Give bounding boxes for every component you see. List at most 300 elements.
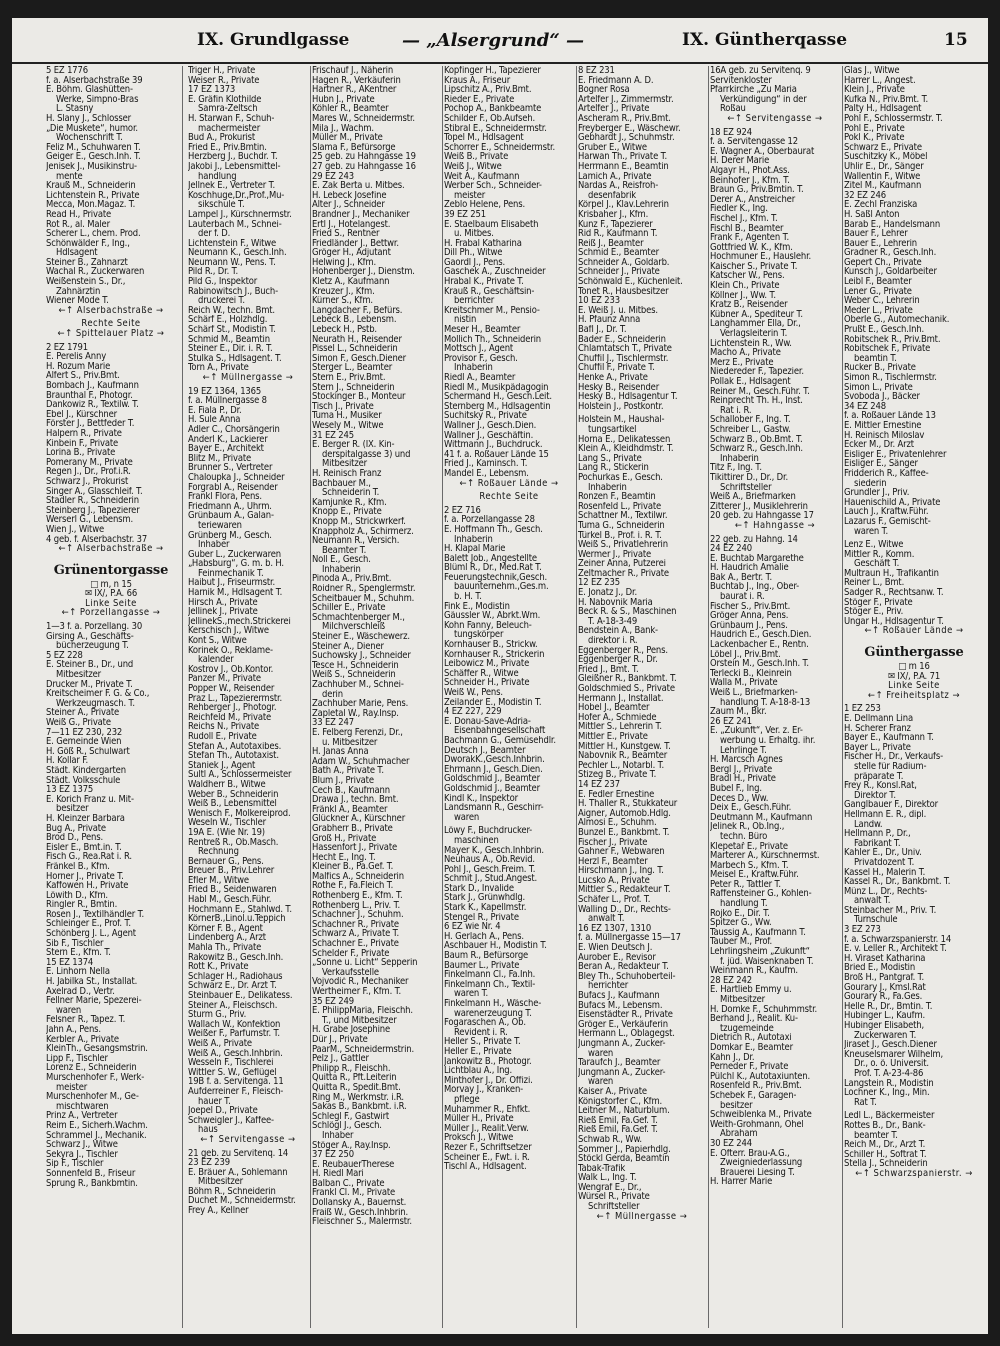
- directory-entry: Schärf E., Holzhdlg.: [188, 315, 268, 326]
- directory-entry: 12 EZ 235: [578, 578, 620, 589]
- directory-entry: Bayer E., Architekt: [188, 444, 264, 454]
- directory-entry: Frank F., Agenten T.: [710, 233, 789, 243]
- directory-entry: teriewaren: [198, 520, 242, 531]
- directory-entry: Herzl F., Beamter: [578, 856, 648, 867]
- directory-entry: Rabinowitsch J., Buch-: [188, 286, 279, 297]
- directory-entry: Lebeck B., Lebensm.: [312, 315, 397, 326]
- directory-entry: Wachal R., Zuckerwaren: [46, 267, 145, 278]
- directory-entry: nistin: [454, 315, 477, 326]
- directory-entry: Kamjunke R., Kfm.: [312, 497, 387, 508]
- directory-entry: Hohenberger J., Dienstm.: [312, 267, 415, 278]
- cross-street-marker: ←↑ Müllnergasse →: [596, 1211, 688, 1222]
- directory-entry: Hassenfort J., Private: [312, 843, 398, 853]
- directory-entry: Pohl F., Schlossermstr. T.: [844, 113, 943, 124]
- directory-entry: Hellmann P., Dr.,: [844, 829, 911, 839]
- directory-entry: Guber L., Zuckerwaren: [188, 549, 281, 560]
- directory-entry: Hobel J., Beamter: [578, 703, 650, 713]
- directory-entry: Kratz B., Reisender: [710, 300, 788, 310]
- directory-entry: Mayer K., Gesch.Inhbrin.: [444, 845, 544, 856]
- directory-entry: Fink E., Modistin: [444, 601, 510, 612]
- directory-entry: E. PhilippMaria, Fleischh.: [312, 1006, 413, 1016]
- directory-entry: Rid R., Kaufmann T.: [578, 229, 658, 239]
- directory-entry: Stefan A., Autotaxibes.: [188, 741, 282, 752]
- directory-entry: Fried J., Bmt. T.: [578, 664, 639, 675]
- directory-entry: Knopp M., Strickwrkerf.: [312, 516, 406, 527]
- directory-entry: Friedmann A., Uhrm.: [188, 501, 272, 512]
- directory-entry: Hubinger L., Kaufm.: [844, 1011, 926, 1021]
- directory-entry: Turnschule: [854, 915, 898, 926]
- directory-entry: 18 EZ 924: [710, 127, 752, 138]
- directory-entry: Lackenbacher E., Rentn.: [710, 640, 809, 650]
- directory-entry: berrichter: [454, 296, 495, 306]
- directory-entry: Weiß A., Private: [188, 1038, 252, 1049]
- directory-entry: Rakowitz B., Gesch.Inh.: [188, 952, 284, 963]
- directory-entry: Kinbein F., Private: [46, 438, 119, 449]
- directory-entry: Walla M., Private: [710, 678, 778, 688]
- directory-entry: Mittler H., Kunstgew. T.: [578, 741, 671, 752]
- directory-entry: Kreitschmer M., Pensio-: [444, 305, 540, 316]
- directory-entry: Drawa J., techn. Bmt.: [312, 795, 399, 805]
- directory-entry: Meisel E., Kraftw.Führ.: [710, 870, 799, 880]
- directory-entry: Wermer J., Private: [578, 549, 652, 560]
- directory-entry: handlung T.: [720, 899, 768, 909]
- directory-entry: Riedl A., Beamter: [444, 373, 516, 383]
- directory-entry: Haibut J., Friseurmstr.: [188, 578, 276, 589]
- directory-entry: Harwan Th., Private T.: [578, 152, 668, 162]
- directory-entry: H. Sule Anna: [188, 415, 241, 425]
- directory-entry: Mittler E., Private: [578, 731, 648, 742]
- directory-entry: Stark J., Grünwhdlg.: [444, 893, 526, 904]
- directory-entry: Weißer F., Parfumstr. T.: [188, 1029, 280, 1039]
- directory-entry: Mitbesitzer: [56, 670, 101, 680]
- directory-entry: Riedl M., Musikpädagogin: [444, 382, 549, 393]
- directory-entry: Fraiß W., Gesch.Inhbrin.: [312, 1207, 408, 1218]
- directory-entry: Pohl J., Gesch.Freim. T.: [444, 864, 536, 875]
- directory-entry: Blüml R., Dr., Med.Rat T.: [444, 563, 542, 573]
- directory-entry: Hagen R., Verkäuferin: [312, 75, 401, 86]
- directory-entry: beamter T.: [854, 1130, 898, 1141]
- column-3: [312, 66, 440, 1328]
- directory-entry: Pechler L., Notarbl. T.: [578, 760, 665, 771]
- directory-entry: Lener G., Private: [844, 286, 912, 297]
- directory-entry: Kletz A., Kaufmann: [312, 277, 390, 287]
- directory-entry: Bunzel E., Bankbmt. T.: [578, 827, 670, 838]
- directory-entry: E. Gräfin Klothilde: [188, 94, 262, 105]
- directory-entry: Scheitbauer M., Schuhm.: [312, 593, 415, 604]
- directory-entry: Stockinger B., Monteur: [312, 392, 406, 402]
- directory-entry: Rot R., al. Maler: [46, 219, 110, 230]
- directory-entry: Langhammer Ella, Dr.,: [710, 319, 801, 330]
- directory-entry: 5 EZ 1776: [46, 66, 88, 76]
- directory-entry: Schwarz E., Dr. Arzt T.: [188, 981, 277, 991]
- header-rule: [12, 62, 988, 64]
- directory-entry: Mitbesitzer: [198, 1177, 243, 1187]
- page-header: [12, 28, 988, 60]
- directory-entry: Beck R. & S., Maschinen: [578, 607, 677, 617]
- directory-entry: Chuffil J., Tischlermstr.: [578, 353, 669, 364]
- directory-entry: Mitbesitzer: [720, 995, 765, 1005]
- directory-entry: Bauer F., Lehrer: [844, 229, 908, 239]
- directory-entry: 32 EZ 246: [844, 190, 886, 201]
- directory-entry: Revident i. R.: [454, 1027, 508, 1038]
- cross-street-marker: ←↑ Porzellangasse →: [61, 608, 161, 619]
- directory-entry: Grundler J., Priv.: [844, 488, 910, 498]
- directory-entry: Ledl L., Bäckermeister: [844, 1111, 935, 1121]
- directory-entry: Bogner Rosa: [578, 85, 630, 95]
- directory-entry: Wien J., Witwe: [46, 524, 104, 535]
- directory-entry: Harnik M., Hdlsagent T.: [188, 588, 283, 598]
- directory-entry: Pülchl K., Autotaxiunten.: [710, 1071, 811, 1082]
- directory-entry: Werserl G., Lebensm.: [46, 515, 133, 525]
- directory-entry: Zaum M., Bkr.: [710, 707, 767, 717]
- directory-entry: Schachner R., Private: [312, 919, 399, 930]
- directory-entry: Schleinger E., Prof. T.: [46, 919, 131, 930]
- directory-entry: Sprung R., Bankbmtin.: [46, 1178, 138, 1189]
- directory-entry: Ascheram R., Priv.Bmt.: [578, 113, 671, 124]
- column-7: [844, 66, 984, 1328]
- directory-entry: 33 EZ 247: [312, 718, 354, 728]
- directory-entry: Knappholz A., Schirmerz.: [312, 526, 414, 537]
- directory-entry: 14 EZ 237: [578, 779, 620, 790]
- directory-entry: Gröger Anna, Pens.: [710, 611, 789, 621]
- directory-entry: Deix E., Gesch.Führ.: [710, 803, 792, 813]
- directory-entry: Hrabal K., Private T.: [444, 277, 524, 287]
- directory-entry: Taussig A., Kaufmann T.: [710, 927, 806, 938]
- directory-entry: Mares W., Schneidermstr.: [312, 113, 415, 124]
- directory-entry: H. Janas Anna: [312, 747, 369, 757]
- directory-entry: Kunsch J., Goldarbeiter: [844, 267, 937, 278]
- directory-entry: H. Grabe Josephine: [312, 1025, 391, 1035]
- directory-entry: Pissel L., Schneiderin: [312, 344, 398, 354]
- directory-entry: Lichtenstein F., Witwe: [188, 238, 277, 249]
- directory-entry: E. Linhorn Nella: [46, 967, 110, 978]
- directory-entry: Bud A., Prokurist: [188, 133, 256, 143]
- directory-entry: H. Kleinzer Barbara: [46, 813, 125, 824]
- directory-entry: Jenisek J., Musikinstru-: [46, 161, 137, 172]
- directory-entry: Lorina B., Private: [46, 448, 116, 458]
- directory-entry: Kufka N., Priv.Bmt. T.: [844, 94, 929, 105]
- directory-entry: Weiß W., Pens.: [444, 688, 503, 698]
- directory-entry: Tischl A., Hdlsagent.: [444, 1162, 527, 1172]
- directory-entry: f. a. Roßauer Lände 13: [844, 411, 936, 421]
- directory-entry: Schneider H., Private: [444, 678, 530, 688]
- directory-entry: Reichfeld M., Private: [188, 712, 272, 723]
- directory-entry: Stöger E., Priv.: [844, 607, 904, 617]
- directory-entry: besitzer: [56, 804, 89, 814]
- directory-entry: Gruber E., Witwe: [578, 142, 647, 153]
- directory-entry: Schelder F., Private: [312, 948, 390, 959]
- directory-entry: Tikittirer D., Dr., Dr.: [710, 472, 788, 483]
- directory-entry: Inhaber: [198, 540, 230, 550]
- directory-entry: Kornhauser R., Strickerin: [444, 649, 545, 660]
- directory-entry: Schilder F., Ob.Aufseh.: [444, 113, 536, 124]
- directory-entry: 25 geb. zu Hahngasse 19: [312, 152, 416, 162]
- directory-entry: Koschhuge,Dr.,Prof.,Mu-: [188, 190, 285, 201]
- directory-entry: waren: [56, 1005, 82, 1016]
- cross-street-marker: ←↑ Alserbachstraße →: [58, 544, 164, 554]
- directory-entry: anwalt T.: [854, 896, 891, 906]
- directory-entry: 22 geb. zu Hahng. 14: [710, 534, 798, 545]
- directory-entry: Deces D., Ww.: [710, 793, 769, 804]
- directory-entry: Goldschmid J., Beamter: [444, 774, 540, 784]
- column-5: [578, 66, 706, 1328]
- directory-entry: Klein A., Kleidhdmstr. T.: [578, 444, 674, 454]
- directory-entry: waren: [454, 812, 480, 823]
- directory-entry: Merz E., Private: [710, 357, 774, 368]
- directory-entry: Löwy F., Buchdrucker-: [444, 826, 533, 836]
- directory-entry: Joepel D., Private: [188, 1106, 258, 1116]
- directory-entry: 4 EZ 227, 229: [444, 707, 502, 717]
- directory-entry: T., und Mitbesitzer: [322, 1015, 397, 1026]
- directory-entry: Löwith D., Kfm.: [46, 890, 108, 901]
- directory-entry: Jahn A., Pens.: [46, 1025, 101, 1035]
- cross-street-marker: ←↑ Servitengasse →: [727, 113, 823, 124]
- directory-entry: Weit A., Kaufmann: [444, 171, 520, 182]
- column-divider: [182, 66, 183, 1328]
- column-6: [710, 66, 840, 1328]
- directory-entry: Alfert S., Priv.Bmt.: [46, 371, 120, 381]
- directory-entry: Almosi E., Schuhm.: [578, 818, 657, 828]
- directory-entry: Schönwald E., Küchenleit.: [578, 277, 683, 287]
- directory-entry: Schreiber L., Gastw.: [710, 424, 791, 435]
- column-divider: [842, 66, 843, 1328]
- directory-entry: Städt. Kindergarten: [46, 765, 126, 776]
- directory-entry: Brunner S., Vertreter: [188, 463, 273, 473]
- directory-entry: techn. Büro: [720, 831, 768, 842]
- directory-entry: Reiner M., Gesch.Führ. T.: [710, 386, 810, 397]
- directory-entry: KörnerB.,Linol.u.Teppich: [188, 914, 286, 924]
- directory-entry: Kopfinger H., Tapezierer: [444, 66, 541, 76]
- directory-entry: Kneuselsmarer Wilhelm,: [844, 1049, 944, 1060]
- directory-entry: Heller S., Private T.: [444, 1037, 521, 1047]
- directory-entry: Goldschmid J., Beamter: [444, 783, 540, 794]
- directory-entry: Fischl B., Beamter: [710, 223, 784, 234]
- directory-entry: Schlager H., Radiohaus: [188, 971, 283, 982]
- directory-entry: Müller H., Private: [444, 1114, 514, 1124]
- directory-entry: E. Jonatz J., Dr.: [578, 588, 637, 598]
- directory-entry: Schweiblenka M., Private: [710, 1110, 812, 1120]
- directory-entry: Murschenhofer F., Werk-: [46, 1072, 145, 1083]
- directory-entry: Stibral E., Schneidermstr.: [444, 123, 547, 134]
- side-heading: Rechte Seite: [81, 319, 141, 330]
- directory-entry: Lichtenstein R., Ww.: [710, 338, 792, 349]
- directory-entry: Gourary J., Kmsl.Rat: [844, 982, 926, 993]
- directory-entry: Rothenberg L., Priv. T.: [312, 900, 401, 911]
- directory-entry: Lauterbach M., Schnei-: [188, 219, 282, 230]
- directory-entry: Gleißner R., Bankbmt. T.: [578, 674, 677, 684]
- directory-entry: Simon R., Tischlermstr.: [844, 373, 937, 383]
- directory-entry: Taraufch J., Beamter: [578, 1058, 661, 1068]
- directory-entry: Scheiner E., Fwt. i. R.: [444, 1152, 530, 1163]
- directory-entry: 16A geb. zu Servitenq. 9: [710, 66, 811, 76]
- directory-entry: Tuma H., Musiker: [312, 411, 382, 421]
- header-district: — „Alsergrund“ —: [402, 30, 584, 51]
- directory-entry: derin: [322, 689, 343, 700]
- directory-entry: Buchtab J., Ing., Ober-: [710, 582, 800, 593]
- directory-entry: Walk L., Ing. T.: [578, 1173, 637, 1183]
- directory-entry: Helwing J., Kfm.: [312, 257, 377, 268]
- directory-entry: Ecker M., Dr. Arzt: [844, 440, 914, 450]
- directory-entry: Steiner E., Dir. i. R. T.: [188, 344, 273, 354]
- directory-entry: Sterger L., Beamter: [312, 363, 393, 373]
- directory-entry: Inhaberin: [720, 453, 759, 464]
- directory-entry: Wittler S. W., Geflügel: [188, 1067, 277, 1078]
- directory-entry: Fried J., Kaminsch. T.: [444, 459, 528, 469]
- directory-entry: Blitz M., Private: [188, 453, 252, 464]
- directory-entry: Rat T.: [854, 1097, 877, 1108]
- postal-info: □ m 16: [898, 662, 930, 672]
- directory-entry: Wengraf E., Dr.,: [578, 1182, 642, 1193]
- directory-entry: Provisor F., Gesch.: [444, 353, 518, 364]
- directory-entry: Weiß G., Private: [46, 718, 111, 728]
- directory-entry: H. Scherer Franz: [844, 723, 911, 734]
- directory-entry: Sakas B., Bankbmt. i.R.: [312, 1102, 407, 1112]
- directory-entry: Hellmann E. R., dipl.: [844, 809, 927, 820]
- directory-entry: Weiß A., Briefmarken: [710, 492, 796, 502]
- directory-entry: Fleischner S., Malermstr.: [312, 1217, 412, 1227]
- directory-entry: Noll E., Gesch.: [312, 555, 371, 565]
- directory-entry: Feliz M., Schuhwaren T.: [46, 142, 141, 153]
- directory-entry: Gröger E., Verkäuferin: [578, 1019, 668, 1030]
- directory-entry: Forgrabl A., Reisender: [188, 482, 278, 493]
- directory-entry: Proksch J., Witwe: [444, 1133, 514, 1143]
- directory-entry: Grünbaum A., Galan-: [188, 511, 274, 521]
- directory-entry: H. Thaller R., Stukkateur: [578, 799, 678, 809]
- directory-entry: Inhaberin: [454, 363, 493, 373]
- directory-entry: Mahla Th., Private: [188, 943, 262, 953]
- directory-entry: Eggenberger R., Dr.: [578, 655, 658, 665]
- directory-entry: Sip F., Tischler: [46, 1159, 104, 1169]
- directory-entry: Grabherr B., Private: [312, 823, 393, 834]
- directory-entry: Wallner J., Geschäftin.: [444, 430, 534, 441]
- directory-entry: der f. D.: [198, 229, 231, 239]
- directory-entry: Minthofer J., Dr. Offizi.: [444, 1075, 533, 1086]
- directory-entry: 2 EZ 716: [444, 505, 481, 516]
- directory-entry: H. Haudrich Amalie: [710, 563, 789, 573]
- directory-entry: E. Perelis Anny: [46, 352, 107, 362]
- directory-entry: Korinek O., Reklame-: [188, 645, 273, 656]
- directory-entry: 1 EZ 253: [844, 704, 881, 714]
- directory-entry: Hochmuner E., Hauslehr.: [710, 252, 812, 262]
- directory-entry: Kahler E., Dr., Univ.: [844, 848, 922, 858]
- directory-entry: Langdacher F., Befürs.: [312, 305, 403, 316]
- directory-entry: Mila J., Wachm.: [312, 123, 374, 134]
- directory-entry: Schäffer R., Witwe: [444, 668, 519, 679]
- directory-entry: Walling D., Dr., Rechts-: [578, 904, 671, 915]
- directory-entry: Geschäft T.: [854, 559, 900, 569]
- directory-entry: waren T.: [454, 989, 489, 999]
- directory-entry: Lenz E., Witwe: [844, 540, 904, 550]
- directory-entry: Weber B., Schneiderin: [188, 789, 279, 800]
- directory-entry: Nabovnik R., Beamter: [578, 751, 668, 761]
- directory-entry: Weiß A., Gesch.Inhbrin.: [188, 1048, 283, 1059]
- directory-entry: Wochenschrift T.: [56, 133, 123, 143]
- directory-entry: f. a. Porzellangasse 28: [444, 515, 535, 525]
- directory-entry: Verlagsleiterin T.: [720, 329, 788, 339]
- directory-entry: pflege: [454, 1094, 480, 1105]
- directory-entry: Rosenfeld R., Priv.Bmt.: [710, 1081, 802, 1091]
- directory-entry: Reich W., techn. Bmt.: [188, 305, 275, 316]
- directory-entry: Feinmechanik T.: [198, 568, 264, 579]
- directory-entry: Sommer J., Papierhdlg.: [578, 1144, 671, 1155]
- directory-entry: 21 geb. zu Servitenq. 14: [188, 1148, 289, 1159]
- directory-entry: Derer A., Anstreicher: [710, 194, 796, 205]
- directory-entry: Grünberg M., Gesch.: [188, 530, 272, 541]
- directory-entry: Eisenbahngesellschaft: [454, 726, 546, 736]
- directory-entry: Goldschmied S., Private: [578, 684, 675, 694]
- column-divider: [442, 66, 443, 1328]
- directory-entry: 28 EZ 242: [710, 975, 752, 986]
- directory-entry: 5 EZ 228: [46, 650, 83, 661]
- directory-entry: Haudrich E., Gesch.Dien.: [710, 630, 812, 641]
- column-divider: [708, 66, 709, 1328]
- directory-entry: E. Hoffmann Th., Gesch.: [444, 524, 543, 535]
- directory-entry: Schiller H., Softrat T.: [844, 1149, 927, 1160]
- directory-entry: Schmit J., Stud.Angest.: [444, 874, 538, 884]
- directory-entry: Neumann K., Gesch.Inh.: [188, 248, 287, 258]
- directory-entry: Fabrikant T.: [854, 838, 901, 849]
- directory-entry: Lampel J., Kürschnermstr.: [188, 209, 292, 220]
- directory-entry: Rieß Emil, Fa.Gef. T.: [578, 1125, 658, 1135]
- directory-entry: Fränkel B., Kfm.: [46, 861, 110, 872]
- directory-entry: Schallober F., Ing. T.: [710, 415, 791, 425]
- directory-entry: Reiner L., Bmt.: [844, 578, 905, 589]
- directory-entry: Bergl J., Private: [710, 764, 773, 775]
- directory-entry: Mitbesitzer: [322, 459, 367, 469]
- directory-entry: tzugemeinde: [720, 1023, 774, 1034]
- directory-entry: Tesce H., Schneiderin: [312, 660, 399, 671]
- column-2: [188, 66, 308, 1328]
- directory-entry: 20 geb. zu Hahngasse 17: [710, 511, 814, 521]
- directory-entry: Hirsch A., Private: [188, 597, 258, 608]
- directory-entry: Rieß Emil, Fa.Gef. T.: [578, 1115, 658, 1126]
- directory-entry: Direktor T.: [854, 790, 896, 801]
- column-divider: [310, 66, 311, 1328]
- directory-entry: Körner F. B., Agent: [188, 923, 263, 934]
- directory-entry: Simon F., Gesch.Diener: [312, 353, 406, 364]
- directory-entry: f. a. Müllnergasse 8: [188, 396, 267, 406]
- directory-entry: Henke A., Private: [578, 373, 648, 383]
- directory-entry: Stefan Th., Autotaxist.: [188, 751, 279, 761]
- directory-entry: Schneider J., Private: [578, 267, 660, 278]
- directory-entry: Herzberg J., Buchdr. T.: [188, 152, 278, 162]
- directory-entry: Hdlsagent: [56, 248, 98, 258]
- directory-entry: Dür J., Private: [312, 1034, 368, 1045]
- directory-entry: Tuma G., Schneiderin: [578, 520, 665, 531]
- directory-entry: Pinoda A., Priv.Bmt.: [312, 574, 392, 585]
- directory-entry: Peter R., Tattler T.: [710, 879, 781, 890]
- directory-entry: E. Wagner A., Oberbaurat: [710, 146, 815, 157]
- directory-entry: Brod D., Pens.: [46, 833, 104, 843]
- directory-entry: Orstein M., Gesch.Inh. T.: [710, 659, 809, 669]
- directory-entry: Frey R., Konsl.Rat,: [844, 781, 917, 791]
- directory-entry: Bafl J., Dr. T.: [578, 325, 627, 335]
- directory-entry: Bombach J., Kaufmann: [46, 381, 139, 391]
- directory-entry: Leitner M., Naturblum.: [578, 1106, 670, 1116]
- directory-entry: Ganglbauer F., Direktor: [844, 800, 938, 810]
- header-right-street: IX. Güntherqasse: [682, 30, 848, 50]
- directory-entry: E. Buchtab Margarethe: [710, 553, 804, 564]
- directory-entry: 35 EZ 249: [312, 996, 354, 1007]
- directory-entry: Heller E., Private: [444, 1046, 512, 1057]
- directory-entry: Spitzer G., Ww.: [710, 918, 772, 928]
- directory-entry: Gepert Ch., Private: [844, 257, 922, 268]
- directory-entry: Staniek J., Agent: [188, 760, 256, 771]
- directory-entry: b. H. T.: [454, 592, 482, 602]
- directory-entry: Cech B., Kaufmann: [312, 785, 390, 796]
- directory-entry: Kraus A., Friseur: [444, 75, 511, 86]
- directory-entry: Schriftsteller: [720, 482, 772, 493]
